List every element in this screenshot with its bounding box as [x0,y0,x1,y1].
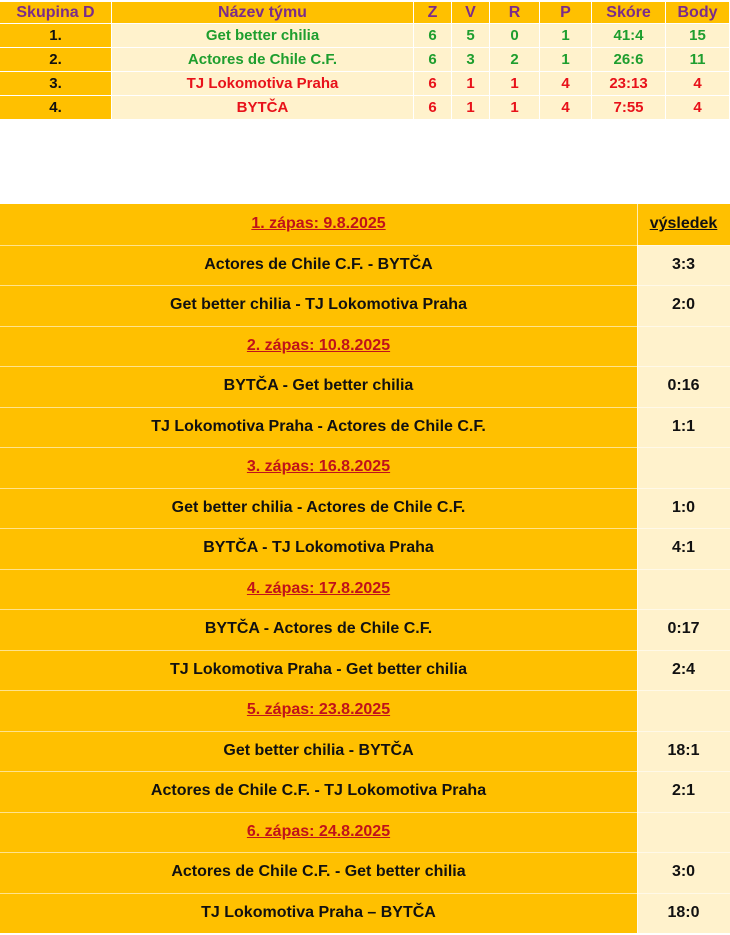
round-title: 2. zápas: 10.8.2025 [0,326,637,367]
row-divider [0,407,730,408]
rank-cell: 2. [0,48,112,72]
result-cell-empty [637,326,730,367]
stat-z: 6 [414,96,452,120]
match-pairing: Actores de Chile C.F. - Get better chilia [0,852,637,893]
row-divider [0,893,730,894]
team-name: Actores de Chile C.F. [112,48,414,72]
team-name: BYTČA [112,96,414,120]
team-name: TJ Lokomotiva Praha [112,72,414,96]
stat-z: 6 [414,72,452,96]
stat-score: 41:4 [592,24,666,48]
row-divider [0,326,730,327]
row-divider [0,650,730,651]
match-result: 2:4 [637,650,730,691]
row-divider [0,245,730,246]
result-cell-empty [637,569,730,610]
row-divider [0,528,730,529]
row-divider [0,852,730,853]
round-title: 1. zápas: 9.8.2025 [0,204,637,245]
row-divider [0,812,730,813]
stat-points: 4 [666,96,730,120]
round-title: 4. zápas: 17.8.2025 [0,569,637,610]
row-divider [0,447,730,448]
match-result: 18:0 [637,893,730,934]
header-points: Body [666,2,730,24]
row-divider [0,569,730,570]
rank-cell: 1. [0,24,112,48]
match-pairing: Get better chilia - BYTČA [0,731,637,772]
match-pairing: Actores de Chile C.F. - TJ Lokomotiva Praha [0,771,637,812]
header-group: Skupina D [0,2,112,24]
match-result: 1:1 [637,407,730,448]
stat-points: 11 [666,48,730,72]
match-result: 3:3 [637,245,730,286]
header-r: R [490,2,540,24]
match-pairing: Get better chilia - Actores de Chile C.F. [0,488,637,529]
match-result: 3:0 [637,852,730,893]
stat-v: 1 [452,96,490,120]
stat-p: 1 [540,24,592,48]
row-divider [0,771,730,772]
stat-v: 1 [452,72,490,96]
round-title: 6. zápas: 24.8.2025 [0,812,637,853]
match-pairing: TJ Lokomotiva Praha - Get better chilia [0,650,637,691]
column-divider [637,204,638,933]
stat-p: 1 [540,48,592,72]
header-team: Název týmu [112,2,414,24]
match-pairing: Get better chilia - TJ Lokomotiva Praha [0,285,637,326]
stat-points: 15 [666,24,730,48]
stat-z: 6 [414,24,452,48]
result-cell-empty [637,812,730,853]
stat-z: 6 [414,48,452,72]
stat-v: 3 [452,48,490,72]
row-divider [0,285,730,286]
header-v: V [452,2,490,24]
result-cell-empty [637,690,730,731]
stat-p: 4 [540,72,592,96]
match-result: 0:17 [637,609,730,650]
match-result: 2:1 [637,771,730,812]
header-score: Skóre [592,2,666,24]
header-p: P [540,2,592,24]
stat-score: 26:6 [592,48,666,72]
match-pairing: BYTČA - TJ Lokomotiva Praha [0,528,637,569]
result-header: výsledek [637,204,730,245]
match-result: 1:0 [637,488,730,529]
rank-cell: 3. [0,72,112,96]
match-pairing: BYTČA - Actores de Chile C.F. [0,609,637,650]
rank-cell: 4. [0,96,112,120]
match-pairing: BYTČA - Get better chilia [0,366,637,407]
match-result: 18:1 [637,731,730,772]
result-cell-empty [637,447,730,488]
match-result: 2:0 [637,285,730,326]
header-z: Z [414,2,452,24]
stat-score: 7:55 [592,96,666,120]
stat-r: 2 [490,48,540,72]
stat-score: 23:13 [592,72,666,96]
match-pairing: Actores de Chile C.F. - BYTČA [0,245,637,286]
stat-r: 1 [490,72,540,96]
round-title: 3. zápas: 16.8.2025 [0,447,637,488]
match-pairing: TJ Lokomotiva Praha - Actores de Chile C.F. [0,407,637,448]
match-pairing: TJ Lokomotiva Praha – BYTČA [0,893,637,934]
match-result: 4:1 [637,528,730,569]
match-result: 0:16 [637,366,730,407]
row-divider [0,609,730,610]
round-title: 5. zápas: 23.8.2025 [0,690,637,731]
row-divider [0,366,730,367]
stat-r: 0 [490,24,540,48]
team-name: Get better chilia [112,24,414,48]
row-divider [0,690,730,691]
row-divider [0,731,730,732]
stat-points: 4 [666,72,730,96]
stat-p: 4 [540,96,592,120]
stat-v: 5 [452,24,490,48]
row-divider [0,488,730,489]
stat-r: 1 [490,96,540,120]
